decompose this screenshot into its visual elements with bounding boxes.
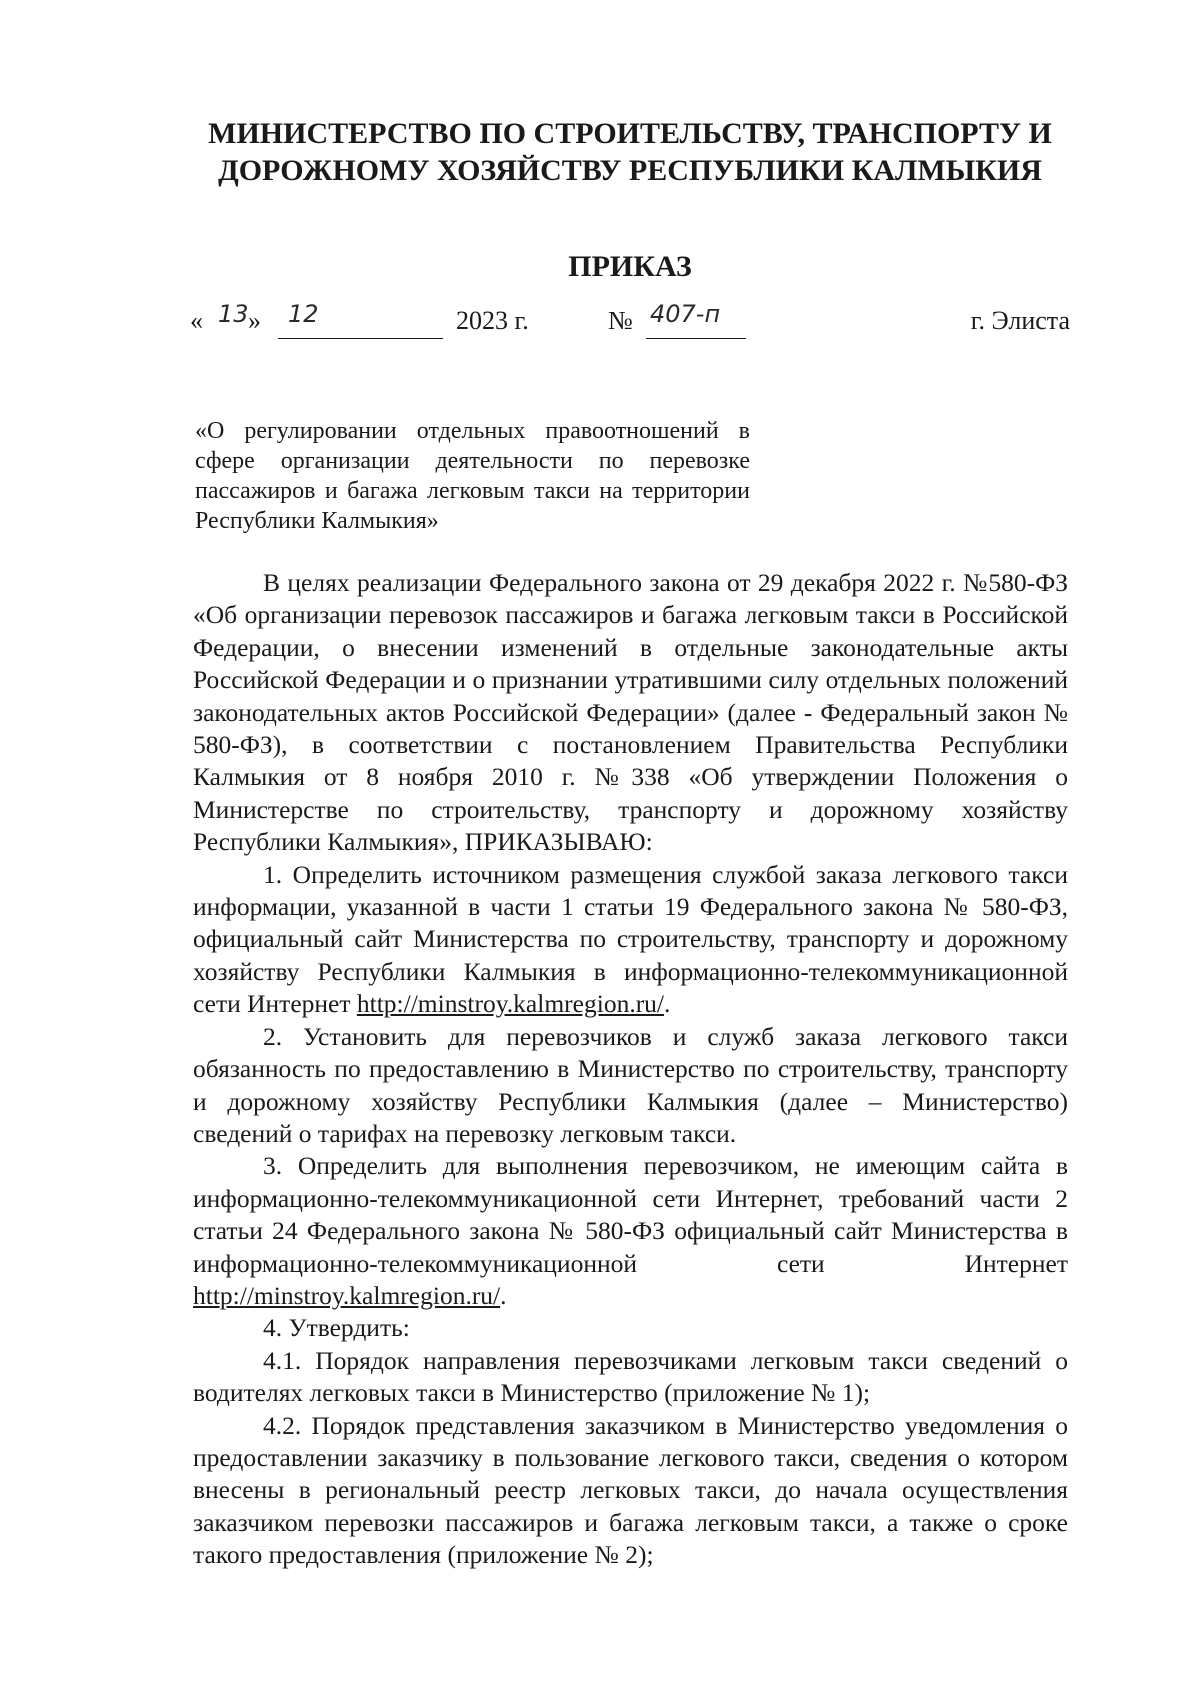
item-1-link[interactable]: http://minstroy.kalmregion.ru/ [356, 989, 665, 1019]
item-1-text: 1. Определить источником размещения службой заказа легкового такси информации, указанной в части 1 статьи 19 Федерального закона № 580-ФЗ, официальный сайт Министерства по строительству, транспорту и дорожному хозяйству Республики Калмыкия в информационно-телекоммуникационной сети Интернет [193, 859, 1068, 1019]
ministry-heading [200, 115, 1060, 189]
date-month-handwritten: 12 [288, 300, 319, 328]
body-item-3 [193, 1150, 1068, 1312]
order-number-handwritten: 407-п [650, 300, 721, 328]
document-type-title: ПРИКАЗ [568, 250, 692, 283]
item-3-link[interactable]: http://minstroy.kalmregion.ru/ [193, 1280, 501, 1310]
order-number-label: № [608, 306, 633, 335]
date-quote-open: « [190, 306, 203, 335]
body-item-1 [193, 859, 1068, 1021]
date-underline [278, 338, 443, 339]
item-1-end: . [664, 989, 671, 1019]
date-day-handwritten: 13 [218, 300, 249, 328]
item-3-text: 3. Определить для выполнения перевозчиком, не имеющим сайта в информационно-телекоммуникационной сети Интернет, требований части 2 статьи 24 Федерального закона № 580-ФЗ официальный сайт Министерства в информационно-телекоммуникационной сети Интернет [193, 1151, 1068, 1278]
body-item-2: 2. Установить для перевозчиков и служб заказа легкового такси обязанность по предоставлению в Министерство по строительству, транспорту и дорожному хозяйству Республики Калмыкия (далее – Министерство) сведений о тарифах на перевозку легковым такси. [193, 1021, 1068, 1148]
body-item-4-2: 4.2. Порядок представления заказчиком в Министерство уведомления о предоставлении заказчику в пользование легкового такси, сведения о котором внесены в региональный реестр легковых такси, до начала осуществления заказчиком перевозки пассажиров и багажа легковым такси, а также о сроке такого предоставления (приложение № 2); [193, 1410, 1068, 1570]
date-year: 2023 г. [456, 306, 529, 335]
body-item-4: 4. Утвердить: [263, 1313, 410, 1343]
order-body [193, 567, 1068, 1572]
number-underline [646, 338, 746, 339]
order-city: г. Элиста [970, 306, 1070, 335]
item-3-end: . [500, 1280, 507, 1310]
order-subject: «О регулировании отдельных правоотношений в сфере организации деятельности по перевозке пассажиров и багажа легковым такси на территории Республики Калмыкия» [195, 418, 750, 534]
ministry-line-2: ДОРОЖНОМУ ХОЗЯЙСТВУ РЕСПУБЛИКИ КАЛМЫКИЯ [218, 154, 1042, 187]
date-quote-close: » [248, 306, 261, 335]
body-item-4-1: 4.1. Порядок направления перевозчиками легковым такси сведений о водителях легковых такси в Министерство (приложение № 1); [193, 1345, 1068, 1408]
ministry-line-1: МИНИСТЕРСТВО ПО СТРОИТЕЛЬСТВУ, ТРАНСПОРТУ И [208, 117, 1052, 150]
body-intro: В целях реализации Федерального закона от 29 декабря 2022 г. №580-ФЗ «Об организации перевозок пассажиров и багажа легковым такси в Российской Федерации, о внесении изменений в отдельные законодательные акты Российской Федерации и о признании утратившими силу отдельных положений законодательных актов Российской Федерации» (далее - Федеральный закон № 580-ФЗ), в соответствии с постановлением Правительства Республики Калмыкия от 8 ноября 2010 г. №338 «Об утверждении Положения о Министерстве по строительству, транспорту и дорожному хозяйству Республики Калмыкия», ПРИКАЗЫВАЮ: [193, 568, 1068, 857]
order-meta-row [190, 300, 1070, 346]
